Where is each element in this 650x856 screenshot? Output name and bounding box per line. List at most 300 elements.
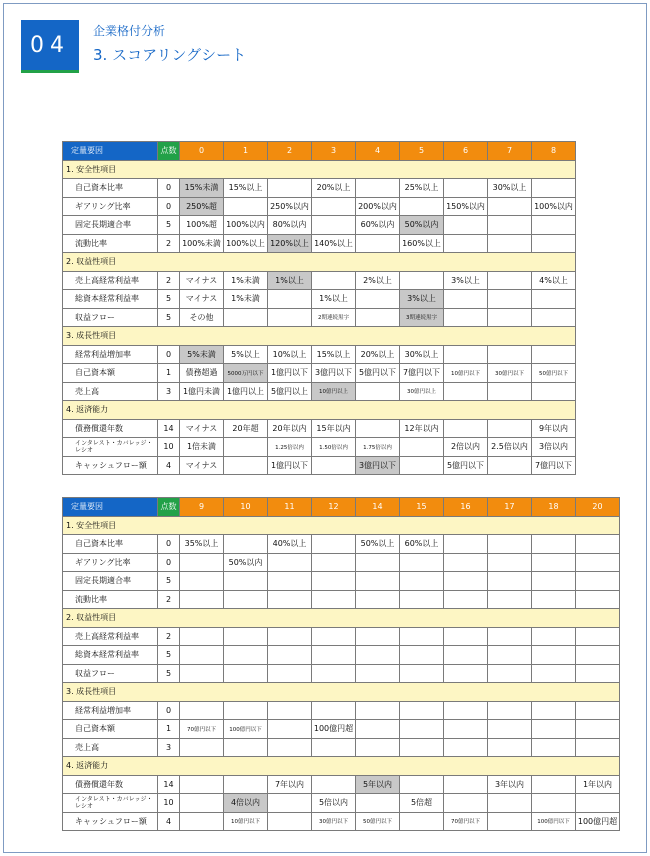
score-cell: 1年以内 xyxy=(576,775,620,794)
score-cell xyxy=(532,382,576,401)
score-cell xyxy=(576,720,620,739)
score-cell: 100億円超 xyxy=(312,720,356,739)
score-cell xyxy=(488,664,532,683)
score-cell xyxy=(356,590,400,609)
score-cell xyxy=(488,419,532,438)
score-cell: 20%以上 xyxy=(356,345,400,364)
score-cell xyxy=(356,627,400,646)
score-cell xyxy=(444,738,488,757)
score-cell xyxy=(180,590,224,609)
score-cell: 100%超 xyxy=(180,216,224,235)
score-cell xyxy=(532,234,576,253)
score-cell xyxy=(444,216,488,235)
score-cell xyxy=(576,627,620,646)
row-label: 固定長期適合率 xyxy=(63,216,158,235)
score-cell xyxy=(312,590,356,609)
section-row xyxy=(63,757,620,776)
row-points: 2 xyxy=(158,590,180,609)
score-cell: 35%以上 xyxy=(180,535,224,554)
table-row xyxy=(63,775,620,794)
header-score: 2 xyxy=(268,142,312,161)
score-cell xyxy=(312,701,356,720)
table-row xyxy=(63,664,620,683)
table-row xyxy=(63,197,576,216)
score-cell xyxy=(312,775,356,794)
row-label: 売上高経常利益率 xyxy=(63,271,158,290)
row-label: ギアリング比率 xyxy=(63,197,158,216)
score-cell xyxy=(312,738,356,757)
row-points: 1 xyxy=(158,720,180,739)
table-row xyxy=(63,364,576,383)
score-cell xyxy=(224,701,268,720)
score-cell xyxy=(444,646,488,665)
row-points: 2 xyxy=(158,627,180,646)
score-cell: 15年以内 xyxy=(312,419,356,438)
score-cell: その他 xyxy=(180,308,224,327)
row-label: 自己資本比率 xyxy=(63,179,158,198)
row-points: 4 xyxy=(158,812,180,831)
score-cell: 20年超 xyxy=(224,419,268,438)
row-label: 収益フロー xyxy=(63,664,158,683)
score-cell xyxy=(532,701,576,720)
score-cell: 1億円以下 xyxy=(268,456,312,475)
table-row xyxy=(63,419,576,438)
score-cell: 1億円以上 xyxy=(224,382,268,401)
score-cell: 1.50倍以内 xyxy=(312,438,356,457)
row-label: 流動比率 xyxy=(63,234,158,253)
score-cell xyxy=(224,535,268,554)
score-cell xyxy=(224,590,268,609)
score-cell: 1%未満 xyxy=(224,290,268,309)
score-cell xyxy=(400,720,444,739)
score-cell: マイナス xyxy=(180,271,224,290)
score-cell xyxy=(400,271,444,290)
score-cell: 2%以上 xyxy=(356,271,400,290)
score-cell xyxy=(180,553,224,572)
row-label: 固定長期適合率 xyxy=(63,572,158,591)
score-cell xyxy=(488,572,532,591)
section-row xyxy=(63,253,576,272)
score-cell: 20年以内 xyxy=(268,419,312,438)
section-row xyxy=(63,683,620,702)
row-points: 2 xyxy=(158,234,180,253)
row-label: 債務償還年数 xyxy=(63,419,158,438)
score-cell: 債務超過 xyxy=(180,364,224,383)
score-cell xyxy=(444,234,488,253)
score-cell: 2.5倍以内 xyxy=(488,438,532,457)
row-label: ギアリング比率 xyxy=(63,553,158,572)
row-label: インタレスト・カバレッジ・レシオ xyxy=(63,438,158,457)
score-cell: 3億円以下 xyxy=(312,364,356,383)
score-cell: 15%以上 xyxy=(224,179,268,198)
score-cell xyxy=(180,812,224,831)
score-cell: 3期連続黒字 xyxy=(400,308,444,327)
score-cell: 1倍未満 xyxy=(180,438,224,457)
score-cell: 100億円以下 xyxy=(532,812,576,831)
table-row xyxy=(63,179,576,198)
row-label: 流動比率 xyxy=(63,590,158,609)
scoring-table-2 xyxy=(62,497,620,831)
score-cell xyxy=(268,701,312,720)
score-cell xyxy=(444,627,488,646)
score-cell xyxy=(488,308,532,327)
score-cell xyxy=(180,664,224,683)
score-cell: 25%以上 xyxy=(400,179,444,198)
score-cell: 80%以内 xyxy=(268,216,312,235)
score-cell xyxy=(224,308,268,327)
score-cell: 3%以上 xyxy=(400,290,444,309)
score-cell: 1.75倍以内 xyxy=(356,438,400,457)
score-cell xyxy=(356,234,400,253)
score-cell xyxy=(488,234,532,253)
score-cell xyxy=(356,290,400,309)
score-cell xyxy=(532,664,576,683)
score-cell xyxy=(224,646,268,665)
score-cell xyxy=(576,664,620,683)
score-cell: 7年以内 xyxy=(268,775,312,794)
score-cell: 4倍以内 xyxy=(224,794,268,813)
score-cell: 1億円以下 xyxy=(268,364,312,383)
score-cell xyxy=(224,572,268,591)
score-cell xyxy=(444,701,488,720)
score-cell: 30%以上 xyxy=(400,345,444,364)
score-cell xyxy=(180,627,224,646)
score-cell xyxy=(400,627,444,646)
score-cell: 100%未満 xyxy=(180,234,224,253)
score-cell: 100%以内 xyxy=(532,197,576,216)
header-score: 11 xyxy=(268,498,312,517)
score-cell: 10億円以上 xyxy=(312,382,356,401)
score-cell: 40%以上 xyxy=(268,535,312,554)
table-row xyxy=(63,535,620,554)
table-row xyxy=(63,627,620,646)
score-cell xyxy=(444,345,488,364)
row-points: 5 xyxy=(158,216,180,235)
score-cell: 5億円以下 xyxy=(356,364,400,383)
header-score: 4 xyxy=(356,142,400,161)
score-cell xyxy=(444,664,488,683)
score-cell xyxy=(488,738,532,757)
score-cell xyxy=(180,701,224,720)
section-title: 2. 収益性項目 xyxy=(63,609,620,628)
score-cell xyxy=(400,590,444,609)
score-cell xyxy=(400,701,444,720)
score-cell xyxy=(312,456,356,475)
score-cell xyxy=(400,553,444,572)
row-label: 総資本経常利益率 xyxy=(63,646,158,665)
table-row xyxy=(63,812,620,831)
table-row xyxy=(63,308,576,327)
section-title: 4. 返済能力 xyxy=(63,401,576,420)
score-cell xyxy=(356,646,400,665)
score-cell: 7億円以下 xyxy=(400,364,444,383)
header-score: 10 xyxy=(224,498,268,517)
score-cell xyxy=(356,664,400,683)
row-label: 売上高経常利益率 xyxy=(63,627,158,646)
score-cell xyxy=(180,794,224,813)
row-label: 売上高 xyxy=(63,738,158,757)
score-cell: 100億円以下 xyxy=(224,720,268,739)
score-cell: 4%以上 xyxy=(532,271,576,290)
score-cell xyxy=(268,738,312,757)
score-cell: 1%以上 xyxy=(312,290,356,309)
score-cell xyxy=(400,664,444,683)
score-cell xyxy=(268,553,312,572)
row-points: 14 xyxy=(158,419,180,438)
score-cell: マイナス xyxy=(180,419,224,438)
score-cell xyxy=(532,572,576,591)
score-cell: 1億円未満 xyxy=(180,382,224,401)
score-cell: 5%以上 xyxy=(224,345,268,364)
table-row xyxy=(63,720,620,739)
score-cell: 3%以上 xyxy=(444,271,488,290)
score-cell xyxy=(356,572,400,591)
score-cell xyxy=(444,419,488,438)
score-cell xyxy=(488,216,532,235)
score-cell xyxy=(224,664,268,683)
score-cell xyxy=(224,197,268,216)
score-cell xyxy=(180,572,224,591)
section-title: 1. 安全性項目 xyxy=(63,160,576,179)
score-cell xyxy=(312,553,356,572)
score-cell xyxy=(268,179,312,198)
score-cell xyxy=(532,720,576,739)
score-cell: 2倍以内 xyxy=(444,438,488,457)
row-points: 0 xyxy=(158,553,180,572)
row-points: 0 xyxy=(158,197,180,216)
score-cell xyxy=(268,664,312,683)
score-cell xyxy=(400,456,444,475)
score-cell: 2期連続黒字 xyxy=(312,308,356,327)
section-row xyxy=(63,516,620,535)
score-cell xyxy=(444,775,488,794)
score-cell xyxy=(400,572,444,591)
score-cell xyxy=(312,646,356,665)
table-row xyxy=(63,382,576,401)
score-cell xyxy=(312,535,356,554)
score-cell: 10億円以下 xyxy=(444,364,488,383)
score-cell xyxy=(532,535,576,554)
row-points: 5 xyxy=(158,646,180,665)
score-cell xyxy=(312,271,356,290)
score-cell: 1%以上 xyxy=(268,271,312,290)
score-cell: 3年以内 xyxy=(488,775,532,794)
score-cell xyxy=(532,738,576,757)
score-cell xyxy=(312,216,356,235)
row-label: 売上高 xyxy=(63,382,158,401)
score-cell: 50%以内 xyxy=(400,216,444,235)
score-cell xyxy=(224,438,268,457)
score-cell xyxy=(400,197,444,216)
score-cell xyxy=(532,794,576,813)
score-cell: 30%以上 xyxy=(488,179,532,198)
header-points: 点数 xyxy=(158,498,180,517)
score-cell xyxy=(576,553,620,572)
section-title: 1. 安全性項目 xyxy=(63,516,620,535)
score-cell xyxy=(268,590,312,609)
score-cell xyxy=(488,290,532,309)
score-cell: 250%以内 xyxy=(268,197,312,216)
score-cell xyxy=(180,775,224,794)
score-cell xyxy=(268,720,312,739)
table-header-row xyxy=(63,498,620,517)
table-row xyxy=(63,216,576,235)
header-score: 5 xyxy=(400,142,444,161)
header-score: 14 xyxy=(356,498,400,517)
row-label: 自己資本比率 xyxy=(63,535,158,554)
score-cell xyxy=(576,535,620,554)
score-cell: 3倍以内 xyxy=(532,438,576,457)
score-cell xyxy=(312,197,356,216)
score-cell: マイナス xyxy=(180,290,224,309)
scoring-table-1 xyxy=(62,141,576,475)
score-cell xyxy=(444,382,488,401)
header-score: 9 xyxy=(180,498,224,517)
score-cell: 70億円以下 xyxy=(180,720,224,739)
score-cell xyxy=(356,738,400,757)
score-cell: 15%以上 xyxy=(312,345,356,364)
score-cell xyxy=(488,646,532,665)
score-cell xyxy=(312,627,356,646)
table-row xyxy=(63,738,620,757)
score-cell: 150%以内 xyxy=(444,197,488,216)
section-row xyxy=(63,160,576,179)
table-row xyxy=(63,456,576,475)
row-label: 経常利益増加率 xyxy=(63,701,158,720)
score-cell xyxy=(400,646,444,665)
score-cell xyxy=(532,345,576,364)
score-cell: 160%以上 xyxy=(400,234,444,253)
score-cell xyxy=(268,794,312,813)
score-cell xyxy=(400,438,444,457)
score-cell: 1%未満 xyxy=(224,271,268,290)
table-row xyxy=(63,590,620,609)
row-points: 2 xyxy=(158,271,180,290)
header-score: 12 xyxy=(312,498,356,517)
header-factor: 定量要因 xyxy=(63,498,158,517)
section-title: 2. 収益性項目 xyxy=(63,253,576,272)
score-cell xyxy=(532,179,576,198)
table-row xyxy=(63,271,576,290)
score-cell: 120%以上 xyxy=(268,234,312,253)
score-cell xyxy=(576,794,620,813)
score-cell xyxy=(356,382,400,401)
row-points: 0 xyxy=(158,179,180,198)
score-cell xyxy=(532,308,576,327)
score-cell: 60%以内 xyxy=(356,216,400,235)
table-row xyxy=(63,572,620,591)
score-cell xyxy=(532,290,576,309)
score-cell: 1.25倍以内 xyxy=(268,438,312,457)
score-cell: 5億円以下 xyxy=(444,456,488,475)
score-cell xyxy=(532,216,576,235)
table-row xyxy=(63,345,576,364)
score-cell: 20%以上 xyxy=(312,179,356,198)
row-points: 10 xyxy=(158,794,180,813)
table-row xyxy=(63,553,620,572)
table-row xyxy=(63,701,620,720)
score-cell xyxy=(268,627,312,646)
score-cell: 12年以内 xyxy=(400,419,444,438)
score-cell xyxy=(444,572,488,591)
score-cell xyxy=(576,572,620,591)
score-cell xyxy=(224,456,268,475)
score-cell xyxy=(444,794,488,813)
header-score: 6 xyxy=(444,142,488,161)
header-score: 7 xyxy=(488,142,532,161)
score-cell xyxy=(444,590,488,609)
row-points: 5 xyxy=(158,572,180,591)
table-row xyxy=(63,290,576,309)
score-cell: 5%未満 xyxy=(180,345,224,364)
section-title: 3. 成長性項目 xyxy=(63,683,620,702)
section-row xyxy=(63,327,576,346)
score-cell xyxy=(532,627,576,646)
score-cell: 60%以上 xyxy=(400,535,444,554)
score-cell xyxy=(488,271,532,290)
score-cell xyxy=(312,664,356,683)
row-points: 0 xyxy=(158,701,180,720)
row-points: 5 xyxy=(158,290,180,309)
header-score: 15 xyxy=(400,498,444,517)
score-cell xyxy=(532,775,576,794)
score-cell: 100%以内 xyxy=(224,216,268,235)
score-cell xyxy=(356,553,400,572)
score-cell xyxy=(488,456,532,475)
table-row xyxy=(63,646,620,665)
row-points: 10 xyxy=(158,438,180,457)
table-row xyxy=(63,794,620,813)
score-cell xyxy=(268,572,312,591)
score-cell xyxy=(488,720,532,739)
score-cell xyxy=(576,738,620,757)
score-cell xyxy=(488,197,532,216)
header-score: 16 xyxy=(444,498,488,517)
score-cell xyxy=(488,794,532,813)
score-cell xyxy=(268,646,312,665)
badge-underline xyxy=(21,70,79,73)
score-cell xyxy=(180,738,224,757)
header-score: 0 xyxy=(180,142,224,161)
score-cell xyxy=(488,535,532,554)
score-cell xyxy=(488,590,532,609)
score-cell xyxy=(180,646,224,665)
header-score: 17 xyxy=(488,498,532,517)
header-score: 20 xyxy=(576,498,620,517)
score-cell xyxy=(356,794,400,813)
score-cell: 70億円以下 xyxy=(444,812,488,831)
header-score: 3 xyxy=(312,142,356,161)
score-cell: 5年以内 xyxy=(356,775,400,794)
score-cell: 5億円以上 xyxy=(268,382,312,401)
header-points: 点数 xyxy=(158,142,180,161)
score-cell xyxy=(488,345,532,364)
score-cell xyxy=(400,738,444,757)
score-cell xyxy=(576,590,620,609)
row-points: 0 xyxy=(158,345,180,364)
row-points: 3 xyxy=(158,738,180,757)
row-points: 14 xyxy=(158,775,180,794)
row-label: 債務償還年数 xyxy=(63,775,158,794)
header-factor: 定量要因 xyxy=(63,142,158,161)
score-cell xyxy=(444,290,488,309)
score-cell: 30億円以上 xyxy=(400,382,444,401)
score-cell xyxy=(312,572,356,591)
score-cell xyxy=(532,646,576,665)
section-row xyxy=(63,609,620,628)
score-cell: 3億円以下 xyxy=(356,456,400,475)
score-cell xyxy=(488,553,532,572)
